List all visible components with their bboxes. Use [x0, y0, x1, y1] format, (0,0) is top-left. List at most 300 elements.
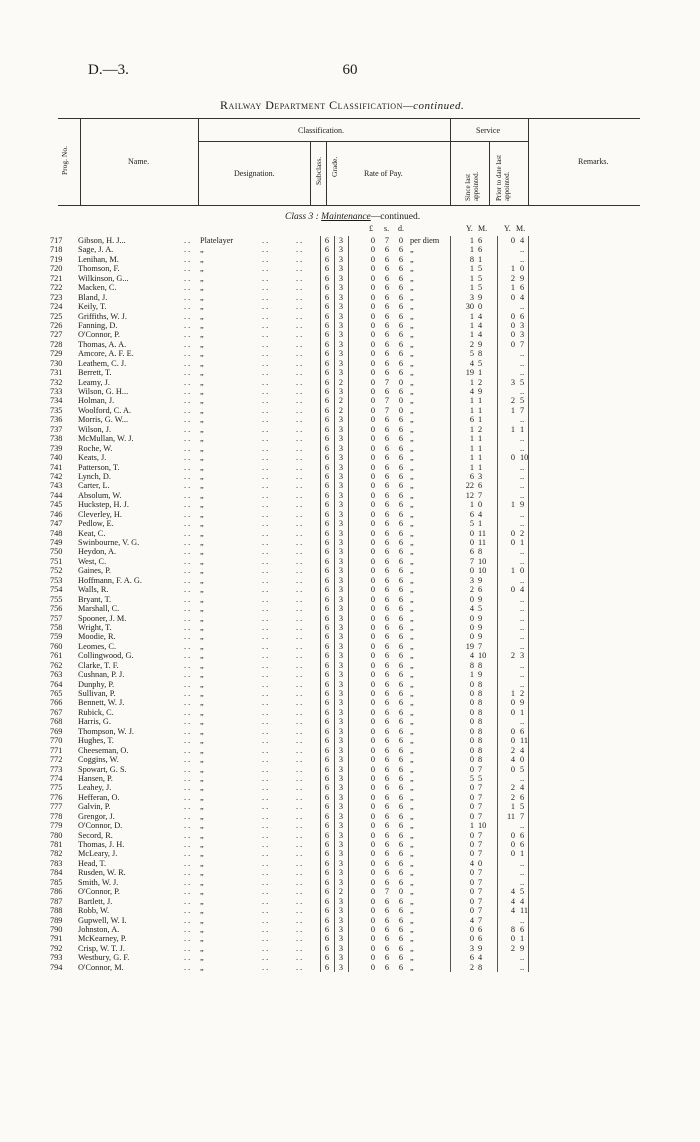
pay-pounds-cell: 0 — [370, 622, 376, 632]
designation-cell: „ — [200, 962, 204, 972]
since-months-cell: 8 — [478, 755, 483, 765]
leader-dots: . . — [296, 396, 303, 406]
leader-dots: . . — [184, 528, 191, 538]
leader-dots: . . — [296, 245, 303, 255]
leader-dots: . . — [296, 698, 303, 708]
designation-cell: „ — [200, 405, 204, 415]
leader-dots: . . — [296, 840, 303, 849]
since-years-cell: 6 — [469, 547, 474, 557]
name-cell: Thomas, J. H. — [78, 840, 125, 849]
pay-pounds-cell: 0 — [370, 802, 376, 812]
table-row — [50, 463, 650, 472]
subclass-cell: 6 — [324, 641, 330, 651]
pay-period-cell: „ — [410, 500, 414, 510]
leader-dots: . . — [184, 622, 191, 632]
table-row — [50, 812, 650, 821]
pay-period-cell: „ — [410, 575, 414, 585]
leader-dots: . . — [262, 764, 269, 774]
leader-dots: . . — [262, 528, 269, 538]
leader-dots: . . — [262, 405, 269, 415]
designation-cell: „ — [200, 311, 204, 321]
prior-months-cell: 1 — [520, 424, 525, 434]
subclass-cell: 6 — [324, 254, 330, 264]
prog-no-cell: 755 — [50, 594, 63, 604]
grade-cell: 3 — [338, 424, 344, 434]
pay-period-cell: „ — [410, 368, 414, 378]
since-months-cell: 2 — [478, 424, 483, 434]
pay-period-cell: „ — [410, 415, 414, 425]
pay-shillings-cell: 6 — [384, 471, 390, 481]
leader-dots: . . — [262, 585, 269, 595]
table-row — [50, 802, 650, 811]
subclass-cell: 6 — [324, 755, 330, 765]
since-months-cell: 8 — [478, 707, 483, 717]
since-years-cell: 1 — [469, 320, 474, 330]
subclass-cell: 6 — [324, 264, 330, 274]
since-months-cell: 4 — [478, 953, 483, 963]
prog-no-cell: 766 — [50, 698, 63, 708]
leader-dots: . . — [262, 575, 269, 585]
designation-cell: „ — [200, 924, 204, 934]
col-name: Name. — [128, 157, 150, 166]
prior-years-cell: 2 — [510, 792, 515, 802]
designation-cell: „ — [200, 755, 204, 765]
leader-dots: . . — [184, 755, 191, 765]
pay-shillings-cell: 6 — [384, 670, 390, 680]
pay-pounds-cell: 0 — [370, 424, 376, 434]
pay-shillings-cell: 6 — [384, 726, 390, 736]
designation-cell: „ — [200, 462, 204, 472]
subclass-cell: 6 — [324, 679, 330, 689]
table-row — [50, 519, 650, 528]
subclass-cell: 6 — [324, 519, 330, 529]
since-years-cell: 1 — [469, 377, 474, 387]
grade-cell: 2 — [338, 377, 344, 387]
grade-cell: 3 — [338, 689, 344, 698]
pay-period-cell: „ — [410, 377, 414, 387]
prior-years-cell: 0 — [510, 830, 515, 840]
since-years-cell: 0 — [469, 698, 474, 708]
prior-years-cell: 0 — [510, 736, 515, 746]
prog-no-cell: 758 — [50, 622, 63, 632]
leader-dots: . . — [184, 632, 191, 642]
designation-cell: „ — [200, 547, 204, 557]
prior-months-cell: 1 — [520, 538, 525, 547]
pay-pounds-cell: 0 — [370, 585, 376, 595]
grade-cell: 3 — [338, 434, 344, 444]
name-cell: O'Connor, P. — [78, 887, 120, 897]
pay-pounds-cell: 0 — [370, 519, 376, 529]
prior-months-cell: 4 — [520, 745, 525, 755]
pay-pence-cell: 6 — [398, 368, 404, 378]
prior-months-cell: 1 — [520, 934, 525, 944]
prior-years-cell: 1 — [510, 424, 515, 434]
since-years-cell: 22 — [465, 481, 474, 491]
table-row — [50, 321, 650, 330]
since-months-cell: 1 — [478, 415, 483, 425]
prog-no-cell: 749 — [50, 538, 63, 547]
prior-months-cell: 6 — [520, 792, 525, 802]
prior-years-cell: 1 — [510, 689, 515, 698]
prior-months-cell: .. — [520, 679, 525, 689]
leader-dots: . . — [296, 802, 303, 812]
prog-no-cell: 770 — [50, 736, 63, 746]
subclass-cell: 6 — [324, 962, 330, 972]
subclass-cell: 6 — [324, 726, 330, 736]
pay-shillings-cell: 6 — [384, 755, 390, 765]
pay-period-cell: „ — [410, 717, 414, 727]
col-prior: Prior to date last appointed. — [495, 154, 511, 201]
prog-no-cell: 778 — [50, 811, 63, 821]
leader-dots: . . — [296, 349, 303, 359]
grade-cell: 3 — [338, 962, 344, 972]
name-cell: Hoffmann, F. A. G. — [78, 575, 142, 585]
name-cell: Huckstep, H. J. — [78, 500, 129, 510]
pay-period-cell: „ — [410, 830, 414, 840]
since-months-cell: 4 — [478, 320, 483, 330]
col-grade: Grade. — [330, 156, 339, 177]
since-months-cell: 6 — [478, 481, 483, 491]
grade-cell: 3 — [338, 764, 344, 774]
pay-shillings-cell: 6 — [384, 556, 390, 566]
prior-months-cell: .. — [520, 415, 525, 425]
name-cell: Leomes, C. — [78, 641, 117, 651]
since-years-cell: 0 — [469, 868, 474, 878]
since-months-cell: 1 — [478, 462, 483, 472]
designation-cell: „ — [200, 830, 204, 840]
designation-cell: „ — [200, 453, 204, 463]
designation-cell: „ — [200, 528, 204, 538]
pay-shillings-cell: 6 — [384, 679, 390, 689]
leader-dots: . . — [184, 254, 191, 264]
pay-pence-cell: 6 — [398, 962, 404, 972]
since-months-cell: 1 — [478, 405, 483, 415]
leader-dots: . . — [296, 764, 303, 774]
table-row — [50, 293, 650, 302]
table-row — [50, 396, 650, 405]
prior-years-cell: 1 — [510, 405, 515, 415]
grade-cell: 3 — [338, 519, 344, 529]
subclass-cell: 6 — [324, 453, 330, 463]
pay-shillings-cell: 6 — [384, 943, 390, 953]
name-cell: Robb, W. — [78, 906, 110, 916]
designation-cell: „ — [200, 736, 204, 746]
pay-period-cell: „ — [410, 302, 414, 312]
class-prefix: Class 3 : — [285, 212, 319, 222]
leader-dots: . . — [296, 254, 303, 264]
pay-shillings-cell: 6 — [384, 660, 390, 670]
prog-no-cell: 764 — [50, 679, 63, 689]
leader-dots: . . — [262, 670, 269, 680]
designation-cell: „ — [200, 821, 204, 831]
leader-dots: . . — [296, 651, 303, 661]
subclass-cell: 6 — [324, 283, 330, 293]
pay-pounds-cell: 0 — [370, 320, 376, 330]
name-cell: Sage, J. A. — [78, 245, 114, 255]
subclass-cell: 6 — [324, 358, 330, 368]
since-months-cell: 7 — [478, 896, 483, 906]
prior-months-cell: .. — [520, 368, 525, 378]
prior-months-cell: 6 — [520, 311, 525, 321]
prior-months-cell: .. — [520, 462, 525, 472]
leader-dots: . . — [262, 858, 269, 868]
since-months-cell: 1 — [478, 453, 483, 463]
leader-dots: . . — [296, 896, 303, 906]
subclass-cell: 6 — [324, 877, 330, 887]
since-years-cell: 0 — [469, 622, 474, 632]
leader-dots: . . — [184, 490, 191, 500]
pay-pounds-cell: 0 — [370, 575, 376, 585]
leader-dots: . . — [184, 717, 191, 727]
leader-dots: . . — [262, 707, 269, 717]
since-months-cell: 0 — [478, 302, 483, 312]
leader-dots: . . — [184, 538, 191, 547]
subclass-cell: 6 — [324, 528, 330, 538]
leader-dots: . . — [262, 519, 269, 529]
designation-cell: „ — [200, 320, 204, 330]
leader-dots: . . — [262, 830, 269, 840]
since-years-cell: 0 — [469, 528, 474, 538]
leader-dots: . . — [184, 236, 191, 245]
prog-no-cell: 744 — [50, 490, 63, 500]
prog-no-cell: 730 — [50, 358, 63, 368]
leader-dots: . . — [296, 604, 303, 614]
since-years-cell: 1 — [469, 434, 474, 444]
subclass-cell: 6 — [324, 924, 330, 934]
grade-cell: 3 — [338, 792, 344, 802]
prior-months-cell: 5 — [520, 887, 525, 897]
designation-cell: „ — [200, 783, 204, 793]
unit-months-prior: M. — [516, 224, 526, 233]
table-row — [50, 604, 650, 613]
leader-dots: . . — [184, 962, 191, 972]
pay-shillings-cell: 6 — [384, 547, 390, 557]
since-months-cell: 8 — [478, 726, 483, 736]
leader-dots: . . — [184, 330, 191, 340]
pay-pounds-cell: 0 — [370, 811, 376, 821]
leader-dots: . . — [296, 424, 303, 434]
pay-shillings-cell: 6 — [384, 481, 390, 491]
leader-dots: . . — [296, 500, 303, 510]
leader-dots: . . — [296, 821, 303, 831]
leader-dots: . . — [262, 292, 269, 302]
grade-cell: 3 — [338, 311, 344, 321]
table-row — [50, 916, 650, 925]
prog-no-cell: 779 — [50, 821, 63, 831]
since-years-cell: 0 — [469, 877, 474, 887]
prior-months-cell: 0 — [520, 264, 525, 274]
leader-dots: . . — [184, 811, 191, 821]
pay-period-cell: „ — [410, 311, 414, 321]
pay-pounds-cell: 0 — [370, 471, 376, 481]
pay-pounds-cell: 0 — [370, 547, 376, 557]
pay-pence-cell: 6 — [398, 547, 404, 557]
leader-dots: . . — [184, 405, 191, 415]
subclass-cell: 6 — [324, 311, 330, 321]
table-row — [50, 774, 650, 783]
since-months-cell: 4 — [478, 509, 483, 519]
pay-pence-cell: 6 — [398, 802, 404, 812]
designation-cell: „ — [200, 575, 204, 585]
pay-pence-cell: 6 — [398, 877, 404, 887]
prior-months-cell: .. — [520, 575, 525, 585]
since-months-cell: 7 — [478, 887, 483, 897]
name-cell: Amcore, A. F. E. — [78, 349, 134, 359]
pay-pence-cell: 6 — [398, 783, 404, 793]
pay-period-cell: „ — [410, 273, 414, 283]
leader-dots: . . — [296, 236, 303, 245]
prog-no-cell: 775 — [50, 783, 63, 793]
leader-dots: . . — [262, 821, 269, 831]
since-years-cell: 3 — [469, 292, 474, 302]
table-row — [50, 849, 650, 858]
designation-cell: „ — [200, 368, 204, 378]
since-months-cell: 7 — [478, 811, 483, 821]
pay-pounds-cell: 0 — [370, 849, 376, 859]
leader-dots: . . — [262, 556, 269, 566]
pay-shillings-cell: 7 — [384, 377, 390, 387]
pay-shillings-cell: 6 — [384, 254, 390, 264]
title-text: Railway Department Classification — [220, 98, 403, 112]
since-years-cell: 4 — [469, 358, 474, 368]
pay-pence-cell: 6 — [398, 443, 404, 453]
pay-pounds-cell: 0 — [370, 679, 376, 689]
name-cell: Leathem, C. J. — [78, 358, 127, 368]
leader-dots: . . — [184, 604, 191, 614]
pay-pence-cell: 6 — [398, 585, 404, 595]
prior-years-cell: 2 — [510, 396, 515, 406]
prior-months-cell: 6 — [520, 830, 525, 840]
table-row — [50, 934, 650, 943]
since-months-cell: 7 — [478, 915, 483, 925]
pay-period-cell: „ — [410, 953, 414, 963]
pay-shillings-cell: 6 — [384, 462, 390, 472]
subclass-cell: 6 — [324, 566, 330, 576]
name-cell: Cleverley, H. — [78, 509, 122, 519]
leader-dots: . . — [296, 924, 303, 934]
prior-months-cell: .. — [520, 443, 525, 453]
subclass-cell: 6 — [324, 906, 330, 916]
since-years-cell: 1 — [469, 245, 474, 255]
prog-no-cell: 794 — [50, 962, 63, 972]
pay-period-cell: „ — [410, 387, 414, 396]
leader-dots: . . — [262, 622, 269, 632]
table-row — [50, 330, 650, 339]
since-months-cell: 9 — [478, 575, 483, 585]
leader-dots: . . — [262, 896, 269, 906]
pay-shillings-cell: 6 — [384, 358, 390, 368]
table-row — [50, 302, 650, 311]
prior-months-cell: .. — [520, 670, 525, 680]
leader-dots: . . — [262, 254, 269, 264]
since-months-cell: 5 — [478, 604, 483, 614]
leader-dots: . . — [184, 689, 191, 698]
prior-months-cell: .. — [520, 773, 525, 783]
grade-cell: 3 — [338, 415, 344, 425]
since-months-cell: 8 — [478, 349, 483, 359]
leader-dots: . . — [262, 660, 269, 670]
prog-no-cell: 717 — [50, 236, 63, 245]
unit-shilling: s. — [384, 224, 390, 233]
designation-cell: „ — [200, 660, 204, 670]
pay-pence-cell: 6 — [398, 651, 404, 661]
pay-period-cell: „ — [410, 651, 414, 661]
designation-cell: „ — [200, 349, 204, 359]
prog-no-cell: 746 — [50, 509, 63, 519]
leader-dots: . . — [296, 877, 303, 887]
leader-dots: . . — [296, 679, 303, 689]
since-years-cell: 0 — [469, 755, 474, 765]
prior-years-cell: 1 — [510, 500, 515, 510]
since-years-cell: 6 — [469, 471, 474, 481]
leader-dots: . . — [296, 453, 303, 463]
prior-months-cell: .. — [520, 471, 525, 481]
since-months-cell: 1 — [478, 368, 483, 378]
pay-pounds-cell: 0 — [370, 707, 376, 717]
leader-dots: . . — [184, 830, 191, 840]
prior-months-cell: .. — [520, 481, 525, 491]
subclass-cell: 6 — [324, 773, 330, 783]
prior-months-cell: 2 — [520, 689, 525, 698]
pay-period-cell: „ — [410, 594, 414, 604]
pay-pence-cell: 6 — [398, 792, 404, 802]
pay-period-cell: „ — [410, 877, 414, 887]
since-months-cell: 8 — [478, 717, 483, 727]
pay-pence-cell: 6 — [398, 538, 404, 547]
table-row — [50, 887, 650, 896]
name-cell: Coggins, W. — [78, 755, 119, 765]
pay-pence-cell: 6 — [398, 745, 404, 755]
grade-cell: 3 — [338, 802, 344, 812]
leader-dots: . . — [262, 906, 269, 916]
pay-period-cell: „ — [410, 943, 414, 953]
designation-cell: „ — [200, 717, 204, 727]
since-months-cell: 0 — [478, 500, 483, 510]
prior-years-cell: 0 — [510, 339, 515, 349]
subclass-cell: 6 — [324, 292, 330, 302]
designation-cell: „ — [200, 849, 204, 859]
grade-cell: 3 — [338, 641, 344, 651]
prior-months-cell: .. — [520, 613, 525, 623]
subclass-cell: 6 — [324, 245, 330, 255]
leader-dots: . . — [262, 736, 269, 746]
prog-no-cell: 734 — [50, 396, 63, 406]
pay-shillings-cell: 6 — [384, 773, 390, 783]
leader-dots: . . — [262, 783, 269, 793]
leader-dots: . . — [262, 840, 269, 849]
since-months-cell: 6 — [478, 585, 483, 595]
leader-dots: . . — [184, 868, 191, 878]
name-cell: Hefferan, O. — [78, 792, 120, 802]
leader-dots: . . — [296, 915, 303, 925]
pay-shillings-cell: 6 — [384, 490, 390, 500]
pay-shillings-cell: 6 — [384, 698, 390, 708]
prior-months-cell: .. — [520, 962, 525, 972]
pay-shillings-cell: 6 — [384, 802, 390, 812]
since-months-cell: 8 — [478, 689, 483, 698]
pay-pounds-cell: 0 — [370, 698, 376, 708]
grade-cell: 3 — [338, 490, 344, 500]
prog-no-cell: 732 — [50, 377, 63, 387]
table-row — [50, 538, 650, 547]
since-months-cell: 7 — [478, 641, 483, 651]
since-months-cell: 8 — [478, 736, 483, 746]
subclass-cell: 6 — [324, 689, 330, 698]
leader-dots: . . — [262, 547, 269, 557]
pay-shillings-cell: 6 — [384, 519, 390, 529]
leader-dots: . . — [184, 821, 191, 831]
pay-period-cell: „ — [410, 283, 414, 293]
